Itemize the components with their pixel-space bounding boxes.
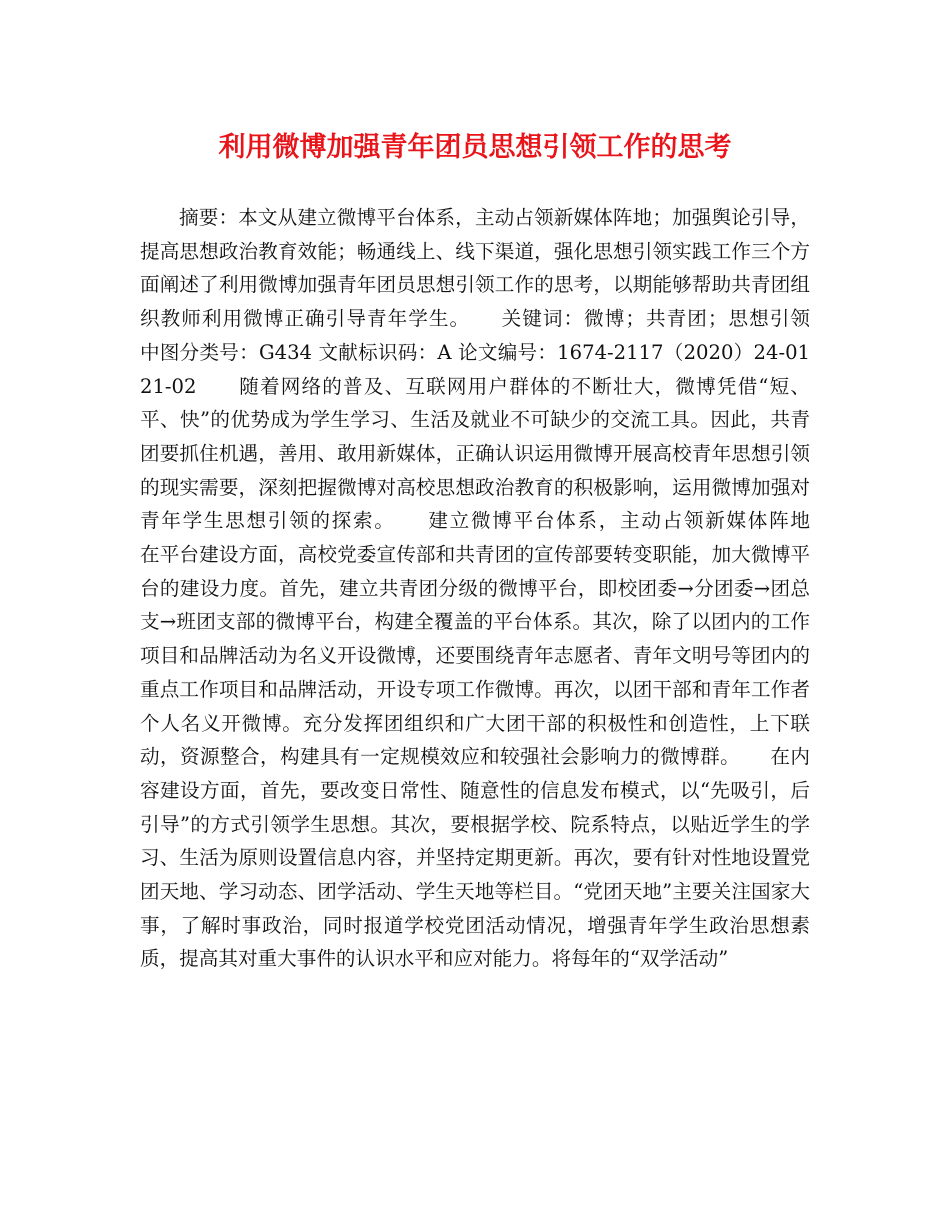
document-body: 摘要：本文从建立微博平台体系，主动占领新媒体阵地；加强舆论引导，提高思想政治教育效能；畅通线上、线下渠道，强化思想引领实践工作三个方面阐述了利用微博加强青年团员思想引领工作的思考，以期能够帮助共青团组织教师利用微博正确引导青年学生。 关键词：微博；共青团；思想引领 中图分类号：G434 文献标识码：A 论文编号：1674-2117（2020）24-0121-02 随着网络的普及、互联网用户群体的不断壮大，微博凭借“短、平、快”的优势成为学生学习、生活及就业不可缺少的交流工具。因此，共青团要抓住机遇，善用、敢用新媒体，正确认识运用微博开展高校青年思想引领的现实需要，深刻把握微博对高校思想政治教育的积极影响，运用微博加强对青年学生思想引领的探索。 建立微博平台体系，主动占领新媒体阵地 在平台建设方面，高校党委宣传部和共青团的宣传部要转变职能，加大微博平台的建设力度。首先，建立共青团分级的微博平台，即校团委→分团委→团总支→班团支部的微博平台，构建全覆盖的平台体系。其次，除了以团内的工作项目和品牌活动为名义开设微博，还要围绕青年志愿者、青年文明号等团内的重点工作项目和品牌活动，开设专项工作微博。再次，以团干部和青年工作者个人名义开微博。充分发挥团组织和广大团干部的积极性和创造性，上下联动，资源整合，构建具有一定规模效应和较强社会影响力的微博群。 在内容建设方面，首先，要改变日常性、随意性的信息发布模式，以“先吸引，后引导”的方式引领学生思想。其次，要根据学校、院系特点，以贴近学生的学习、生活为原则设置信息内容，并坚持定期更新。再次，要有针对性地设置党团天地、学习动态、团学活动、学生天地等栏目。“党团天地”主要关注国家大事，了解时事政治，同时报道学校党团活动情况，增强青年学生政治思想素质，提高其对重大事件的认识水平和应对能力。将每年的“双学活动” bbox=[140, 206, 850, 971]
document-title: 利用微博加强青年团员思想引领工作的思考 bbox=[218, 132, 732, 163]
